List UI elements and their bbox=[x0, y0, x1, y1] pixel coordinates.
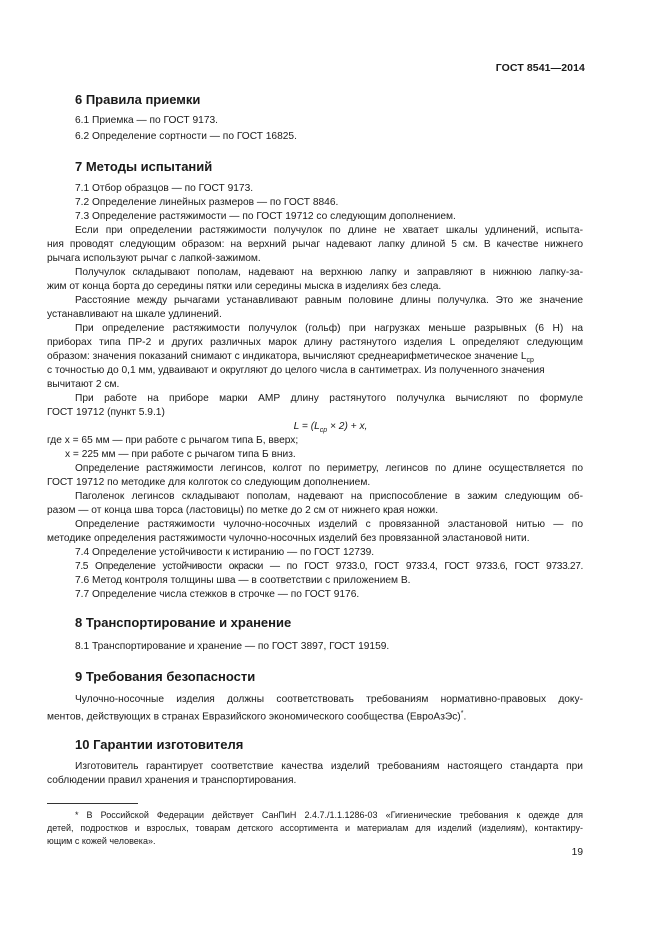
item-7-1: 7.1 Отбор образцов — по ГОСТ 9173. bbox=[75, 183, 254, 194]
line-text: . bbox=[463, 711, 467, 723]
item-7-6: 7.6 Метод контроля толщины шва — в соответствии с приложением В. bbox=[75, 575, 411, 586]
item-8-1: 8.1 Транспортирование и хранение — по ГОСТ 3897, ГОСТ 19159. bbox=[75, 641, 390, 652]
footnote-mark: * bbox=[460, 710, 464, 717]
paragraph-line: ния проводят следующим образом: на верхний рычаг надевают лапку длиной 5 см. В качестве нижнего bbox=[47, 239, 583, 250]
item-7-5: 7.5 Определение устойчивости окраски — по ГОСТ 9733.0, ГОСТ 9733.4, ГОСТ 9733.6, ГОСТ 9733.27. bbox=[75, 561, 583, 572]
section-6-title: 6 Правила приемки bbox=[75, 92, 201, 107]
section-7-title: 7 Методы испытаний bbox=[75, 159, 213, 174]
paragraph-line: ГОСТ 19712 по методике для колготок со следующим дополнением. bbox=[47, 477, 371, 488]
paragraph-line: Получулок складывают пополам, надевают на верхнюю лапку и заправляют в нижнюю лапку-за- bbox=[75, 267, 583, 278]
paragraph-line: При работе на приборе марки АМР длину растянутого получулка вычисляют по формуле bbox=[75, 393, 583, 404]
formula-text: × 2) + x, bbox=[327, 421, 368, 432]
section-9-title: 9 Требования безопасности bbox=[75, 669, 256, 684]
line-text: образом: значения показаний снимают с индикатора, вычисляют среднеарифметическое значение L bbox=[47, 351, 527, 362]
paragraph-line: Чулочно-носочные изделия должны соответствовать требованиям нормативно-правовых доку- bbox=[75, 694, 583, 705]
paragraph-line: рычага используют рычаг с лапкой-зажимом. bbox=[47, 253, 261, 264]
paragraph-line: ГОСТ 19712 (пункт 5.9.1) bbox=[47, 407, 165, 418]
paragraph-line: приборах типа ПР-2 и других различных марок длину растянутого изделия L определяют следующим bbox=[47, 337, 583, 348]
paragraph-line: Паголенок легинсов складывают пополам, надевают на приспособление в зажим следующим об- bbox=[75, 491, 583, 502]
paragraph-line bbox=[47, 708, 466, 723]
item-6-2: 6.2 Определение сортности — по ГОСТ 16825. bbox=[75, 131, 297, 142]
paragraph-line: Если при определении растяжимости получулок по длине не хватает шкалы удлинений, испыта- bbox=[75, 225, 583, 236]
paragraph-line: методике определения растяжимости чулочно-носочных изделий без провязанной эластановой нити. bbox=[47, 533, 530, 544]
paragraph-line: жим от конца борта до середины пятки или середины мыска в изделиях без следа. bbox=[47, 281, 442, 292]
formula-text: L = (L bbox=[293, 421, 320, 432]
section-10-title: 10 Гарантии изготовителя bbox=[75, 737, 244, 752]
page-number: 19 bbox=[571, 847, 583, 858]
footnote-line: * В Российской Федерации действует СанПиН 2.4.7./1.1.1286-03 «Гигиенические требования к одежде для bbox=[75, 810, 583, 820]
paragraph-line: вычитают 2 см. bbox=[47, 379, 120, 390]
paragraph-line: x = 225 мм — при работе с рычагом типа Б вниз. bbox=[65, 449, 296, 460]
line-text: ментов, действующих в странах Евразийского экономического сообщества (ЕвроАзЭс) bbox=[47, 711, 461, 723]
subscript: ср bbox=[526, 357, 534, 365]
footnote-separator bbox=[47, 803, 138, 804]
footnote-line: ющим с кожей человека». bbox=[47, 836, 156, 846]
paragraph-line: разом — от конца шва торса (ластовицы) по метке до 2 см от нижнего края ножки. bbox=[47, 505, 439, 516]
paragraph-line: устанавливают на шкале удлинений. bbox=[47, 309, 222, 320]
paragraph-line: Определение растяжимости легинсов, колгот по периметру, легинсов по длине осуществляется по bbox=[75, 463, 583, 474]
item-7-3: 7.3 Определение растяжимости — по ГОСТ 19712 со следующим дополнением. bbox=[75, 211, 456, 222]
formula-subscript: ср bbox=[319, 427, 328, 435]
item-7-4: 7.4 Определение устойчивости к истиранию — по ГОСТ 12739. bbox=[75, 547, 375, 558]
document-header: ГОСТ 8541—2014 bbox=[495, 62, 585, 74]
paragraph-line: где x = 65 мм — при работе с рычагом типа Б, вверх; bbox=[47, 435, 299, 446]
paragraph-line: Расстояние между рычагами устанавливают равным половине длины получулка. Это же значение bbox=[75, 295, 583, 306]
item-6-1: 6.1 Приемка — по ГОСТ 9173. bbox=[75, 115, 218, 126]
paragraph-line: соблюдении правил хранения и транспортирования. bbox=[47, 775, 297, 786]
paragraph-line: Определение растяжимости чулочно-носочных изделий с провязанной эластановой нитью — по bbox=[75, 519, 583, 530]
formula bbox=[0, 421, 661, 434]
item-7-2: 7.2 Определение линейных размеров — по ГОСТ 8846. bbox=[75, 197, 339, 208]
paragraph-line: Изготовитель гарантирует соответствие качества изделий требованиям настоящего стандарта при bbox=[75, 761, 583, 772]
section-8-title: 8 Транспортирование и хранение bbox=[75, 615, 292, 630]
paragraph-line: При определение растяжимости получулок (гольф) при нагрузках меньше разрывных (6 Н) на bbox=[75, 323, 583, 334]
footnote-line: детей, подростков и взрослых, товарам детского ассортимента и материалам для изделий (изделиям), контактиру- bbox=[47, 823, 583, 833]
item-7-7: 7.7 Определение числа стежков в строчке — по ГОСТ 9176. bbox=[75, 589, 360, 600]
paragraph-line: с точностью до 0,1 мм, удваивают и округляют до целого числа в сантиметрах. Из полученного значения bbox=[47, 365, 545, 376]
